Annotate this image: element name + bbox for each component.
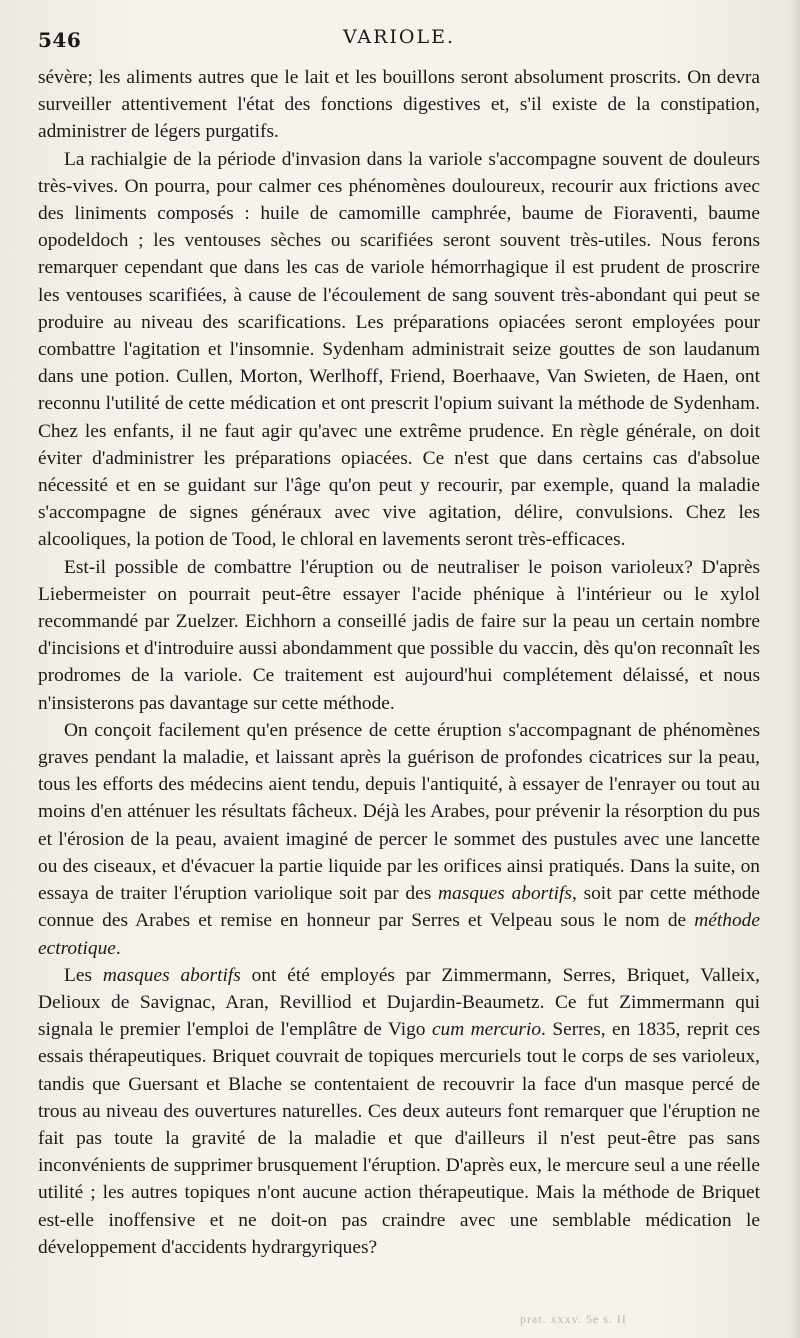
paragraph: [38, 146, 760, 554]
paragraph: [38, 64, 760, 146]
text-run: La rachialgie de la période d'invasion dans la variole s'accompagne souvent de douleurs très-vives. On pourra, pour calmer ces phénomènes douloureux, recourir aux frictions avec des liniments composés : huile de camomille camphrée, baume de Fioraventi, baume opodeldoch ; les ventouses sèches ou scarifiées seront souvent très-utiles. Nous ferons remarquer cependant que dans les cas de variole hémorrhagique il est prudent de proscrire les ventouses scarifiées, à cause de l'écoulement de sang souvent très-abondant qui peut se produire au niveau des scarifications. Les préparations opiacées seront employées pour combattre l'agitation et l'insomnie. Sydenham administrait seize gouttes de son laudanum dans une potion. Cullen, Morton, Werlhoff, Friend, Boerhaave, Van Swieten, de Haen, ont reconnu l'utilité de cette médication et ont prescrit l'opium suivant la méthode de Sydenham. Chez les enfants, il ne faut agir qu'avec une extrême prudence. En règle générale, on doit éviter d'administrer les préparations opiacées. Ce n'est que dans certains cas d'absolue nécessité et en se guidant sur l'âge qu'on peut y recourir, par exemple, quand la maladie s'accompagne de signes généraux avec vive agitation, délire, convulsions. Chez les alcooliques, la potion de Tood, le chloral en lavements seront très-efficaces.: [38, 148, 760, 551]
text-run: . Serres, en 1835, reprit ces essais thérapeutiques. Briquet couvrait de topiques mercuriels tout le corps de ses varioleux, tandis que Guersant et Blache se contentaient de recouvrir la face d'un masque percé de trous au niveau des ouvertures naturelles. Ces deux auteurs font remarquer que l'éruption ne fait pas toute la gravité de la maladie et que d'ailleurs il n'est peut-être pas sans inconvénients de supprimer brusquement l'éruption. D'après eux, le mercure seul a une réelle utilité ; les autres topiques n'ont aucune action thérapeutique. Mais la méthode de Briquet est-elle inoffensive et ne doit-on pas craindre avec une semblable médication le développement d'accidents hydrargyriques?: [38, 1019, 761, 1258]
paragraph: [38, 717, 760, 962]
text-run: Les: [64, 964, 103, 986]
page-edge-shadow: [790, 0, 800, 1338]
text-run: On conçoit facilement qu'en présence de cette éruption s'accompagnant de phénomènes graves pendant la maladie, et laissant après la guérison de profondes cicatrices sur la peau, tous les efforts des médecins aient tendu, depuis l'antiquité, à essayer de l'enrayer ou tout au moins d'en atténuer les résultats fâcheux. Déjà les Arabes, pour prévenir la résorption du pus et l'érosion de la peau, avaient imaginé de percer le sommet des pustules avec une lancette ou des ciseaux, et d'évacuer la partie liquide par les orifices ainsi pratiqués. Dans la suite, on essaya de traiter l'éruption variolique soit par des: [38, 719, 760, 905]
paragraph: [38, 554, 760, 717]
text-run: sévère; les aliments autres que le lait et les bouillons seront absolument proscrits. On devra surveiller attentivement l'état des fonctions digestives et, s'il existe de la constipation, administrer de légers purgatifs.: [38, 67, 760, 143]
page-header: [38, 22, 760, 56]
text-run: .: [115, 937, 121, 959]
page-number: 546: [38, 28, 82, 52]
text-run: , soit par cette méthode connue des Arabes et remise en honneur par Serres et Velpeau sous le nom de: [38, 883, 760, 932]
footer-signature: prat. xxxv. 5e s. II: [520, 1312, 627, 1326]
italic-run: masques abortifs: [438, 883, 572, 905]
italic-run: méthode ectrotique: [38, 910, 760, 959]
italic-run: cum mercurio: [431, 1019, 542, 1041]
text-run: ont été employés par Zimmermann, Serres, Briquet, Valleix, Delioux de Savignac, Aran, Revilliod et Dujardin-Beaumetz. Ce fut Zimmermann qui signala le premier l'emploi de l'emplâtre de Vigo: [38, 964, 760, 1041]
body-text: [38, 64, 760, 1261]
italic-run: masques abortifs: [102, 964, 241, 986]
text-run: Est-il possible de combattre l'éruption ou de neutraliser le poison varioleux? D'après Liebermeister on pourrait peut-être essayer l'acide phénique à l'intérieur ou le xylol recommandé par Zuelzer. Eichhorn a conseillé jadis de faire sur la peau un certain nombre d'incisions et d'introduire aussi abondamment que possible du vaccin, dès qu'on reconnaît les prodromes de la variole. Ce traitement est aujourd'hui complétement délaissé, et nous n'insisterons pas davantage sur cette méthode.: [38, 556, 760, 714]
paragraph: [38, 962, 760, 1261]
running-head: VARIOLE.: [342, 26, 456, 48]
